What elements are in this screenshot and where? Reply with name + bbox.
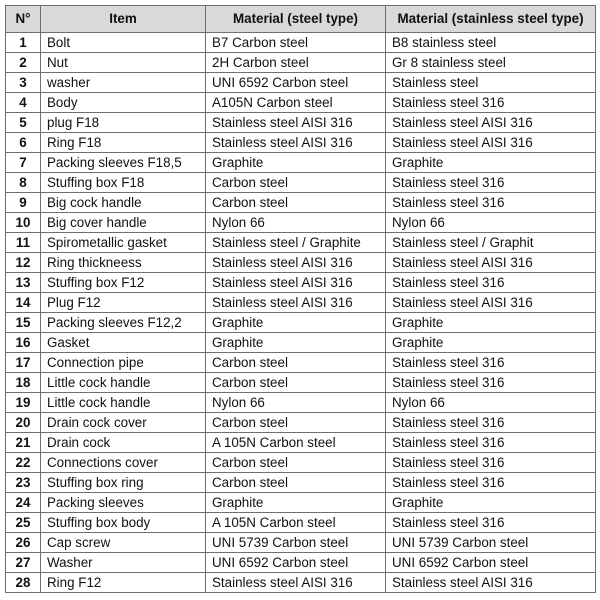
row-material-steel: Stainless steel AISI 316 [206, 113, 386, 133]
table-row [6, 293, 596, 313]
header-material-steel: Material (steel type) [206, 6, 386, 33]
table-row [6, 213, 596, 233]
table-row [6, 153, 596, 173]
table-row [6, 393, 596, 413]
row-material-steel: Carbon steel [206, 373, 386, 393]
row-material-stainless: Stainless steel 316 [386, 413, 596, 433]
row-material-stainless: Stainless steel AISI 316 [386, 133, 596, 153]
row-material-steel: UNI 6592 Carbon steel [206, 73, 386, 93]
row-number: 12 [6, 253, 41, 273]
row-number: 18 [6, 373, 41, 393]
row-number: 19 [6, 393, 41, 413]
row-material-stainless: Stainless steel 316 [386, 353, 596, 373]
row-material-steel: 2H Carbon steel [206, 53, 386, 73]
row-item: Big cock handle [41, 193, 206, 213]
row-material-steel: Graphite [206, 493, 386, 513]
row-material-steel: A105N Carbon steel [206, 93, 386, 113]
row-number: 27 [6, 553, 41, 573]
row-item: Cap screw [41, 533, 206, 553]
row-material-stainless: Stainless steel 316 [386, 473, 596, 493]
table-row [6, 193, 596, 213]
row-number: 3 [6, 73, 41, 93]
row-item: Connection pipe [41, 353, 206, 373]
row-material-steel: Carbon steel [206, 193, 386, 213]
row-material-stainless: Stainless steel 316 [386, 173, 596, 193]
row-item: Drain cock cover [41, 413, 206, 433]
row-item: Little cock handle [41, 373, 206, 393]
table-row [6, 233, 596, 253]
table-row [6, 373, 596, 393]
table-row [6, 133, 596, 153]
row-number: 10 [6, 213, 41, 233]
row-item: Bolt [41, 33, 206, 53]
row-material-steel: A 105N Carbon steel [206, 433, 386, 453]
row-item: Ring thickneess [41, 253, 206, 273]
table-row [6, 173, 596, 193]
row-material-steel: Stainless steel AISI 316 [206, 273, 386, 293]
row-number: 9 [6, 193, 41, 213]
row-number: 1 [6, 33, 41, 53]
row-number: 8 [6, 173, 41, 193]
row-item: Ring F12 [41, 573, 206, 593]
table-row [6, 253, 596, 273]
row-material-stainless: Stainless steel AISI 316 [386, 293, 596, 313]
row-material-steel: A 105N Carbon steel [206, 513, 386, 533]
row-material-steel: Stainless steel AISI 316 [206, 253, 386, 273]
row-material-steel: Nylon 66 [206, 393, 386, 413]
row-number: 26 [6, 533, 41, 553]
row-number: 7 [6, 153, 41, 173]
row-number: 6 [6, 133, 41, 153]
row-material-steel: Stainless steel AISI 316 [206, 293, 386, 313]
row-number: 23 [6, 473, 41, 493]
row-number: 21 [6, 433, 41, 453]
table-row [6, 573, 596, 593]
row-number: 16 [6, 333, 41, 353]
row-material-steel: Nylon 66 [206, 213, 386, 233]
header-material-stainless: Material (stainless steel type) [386, 6, 596, 33]
table-row [6, 453, 596, 473]
row-item: Little cock handle [41, 393, 206, 413]
row-item: Stuffing box body [41, 513, 206, 533]
table-row [6, 273, 596, 293]
row-item: Gasket [41, 333, 206, 353]
row-material-steel: Carbon steel [206, 173, 386, 193]
row-material-stainless: Stainless steel AISI 316 [386, 113, 596, 133]
row-material-stainless: Stainless steel 316 [386, 273, 596, 293]
table-row [6, 73, 596, 93]
row-item: Drain cock [41, 433, 206, 453]
row-material-stainless: Stainless steel AISI 316 [386, 573, 596, 593]
row-material-stainless: Stainless steel / Graphit [386, 233, 596, 253]
row-item: Packing sleeves F12,2 [41, 313, 206, 333]
row-item: Stuffing box F18 [41, 173, 206, 193]
row-material-stainless: Stainless steel 316 [386, 193, 596, 213]
row-material-steel: Stainless steel AISI 316 [206, 573, 386, 593]
row-number: 25 [6, 513, 41, 533]
row-number: 28 [6, 573, 41, 593]
row-material-steel: Graphite [206, 153, 386, 173]
row-material-steel: B7 Carbon steel [206, 33, 386, 53]
row-material-steel: Carbon steel [206, 353, 386, 373]
table-row [6, 493, 596, 513]
row-material-stainless: Stainless steel 316 [386, 433, 596, 453]
materials-table [5, 5, 596, 593]
row-material-stainless: Stainless steel 316 [386, 373, 596, 393]
row-number: 14 [6, 293, 41, 313]
row-item: Stuffing box ring [41, 473, 206, 493]
table-header [6, 6, 596, 33]
row-material-stainless: Stainless steel [386, 73, 596, 93]
row-material-steel: UNI 6592 Carbon steel [206, 553, 386, 573]
table-body [6, 33, 596, 593]
row-number: 15 [6, 313, 41, 333]
row-number: 22 [6, 453, 41, 473]
table-row [6, 353, 596, 373]
row-item: Connections cover [41, 453, 206, 473]
table-row [6, 433, 596, 453]
row-number: 24 [6, 493, 41, 513]
row-material-steel: Graphite [206, 333, 386, 353]
row-item: Plug F12 [41, 293, 206, 313]
row-material-stainless: Stainless steel AISI 316 [386, 253, 596, 273]
row-material-steel: Graphite [206, 313, 386, 333]
row-number: 2 [6, 53, 41, 73]
row-material-steel: Stainless steel AISI 316 [206, 133, 386, 153]
row-material-stainless: Stainless steel 316 [386, 453, 596, 473]
table-row [6, 413, 596, 433]
row-item: Ring F18 [41, 133, 206, 153]
row-material-stainless: Graphite [386, 153, 596, 173]
table-row [6, 113, 596, 133]
table-row [6, 33, 596, 53]
header-item: Item [41, 6, 206, 33]
table-row [6, 553, 596, 573]
table-row [6, 333, 596, 353]
row-material-steel: Carbon steel [206, 413, 386, 433]
row-material-steel: Stainless steel / Graphite [206, 233, 386, 253]
row-material-stainless: Stainless steel 316 [386, 513, 596, 533]
row-number: 20 [6, 413, 41, 433]
row-item: Packing sleeves [41, 493, 206, 513]
row-item: Nut [41, 53, 206, 73]
table-row [6, 313, 596, 333]
table-row [6, 53, 596, 73]
row-number: 13 [6, 273, 41, 293]
table-row [6, 513, 596, 533]
row-item: Packing sleeves F18,5 [41, 153, 206, 173]
row-material-stainless: B8 stainless steel [386, 33, 596, 53]
row-material-stainless: Graphite [386, 493, 596, 513]
row-material-stainless: Nylon 66 [386, 213, 596, 233]
row-item: washer [41, 73, 206, 93]
row-item: Body [41, 93, 206, 113]
table-row [6, 473, 596, 493]
row-item: Washer [41, 553, 206, 573]
table-row [6, 93, 596, 113]
row-material-steel: Carbon steel [206, 473, 386, 493]
header-row [6, 6, 596, 33]
row-number: 5 [6, 113, 41, 133]
row-material-stainless: Stainless steel 316 [386, 93, 596, 113]
row-material-stainless: Graphite [386, 333, 596, 353]
row-number: 11 [6, 233, 41, 253]
row-material-stainless: Gr 8 stainless steel [386, 53, 596, 73]
row-number: 17 [6, 353, 41, 373]
row-item: Stuffing box F12 [41, 273, 206, 293]
row-number: 4 [6, 93, 41, 113]
table-row [6, 533, 596, 553]
row-material-stainless: UNI 5739 Carbon steel [386, 533, 596, 553]
row-material-stainless: UNI 6592 Carbon steel [386, 553, 596, 573]
row-item: plug F18 [41, 113, 206, 133]
row-item: Big cover handle [41, 213, 206, 233]
header-number: N° [6, 6, 41, 33]
row-material-steel: Carbon steel [206, 453, 386, 473]
row-material-steel: UNI 5739 Carbon steel [206, 533, 386, 553]
row-material-stainless: Graphite [386, 313, 596, 333]
row-item: Spirometallic gasket [41, 233, 206, 253]
row-material-stainless: Nylon 66 [386, 393, 596, 413]
